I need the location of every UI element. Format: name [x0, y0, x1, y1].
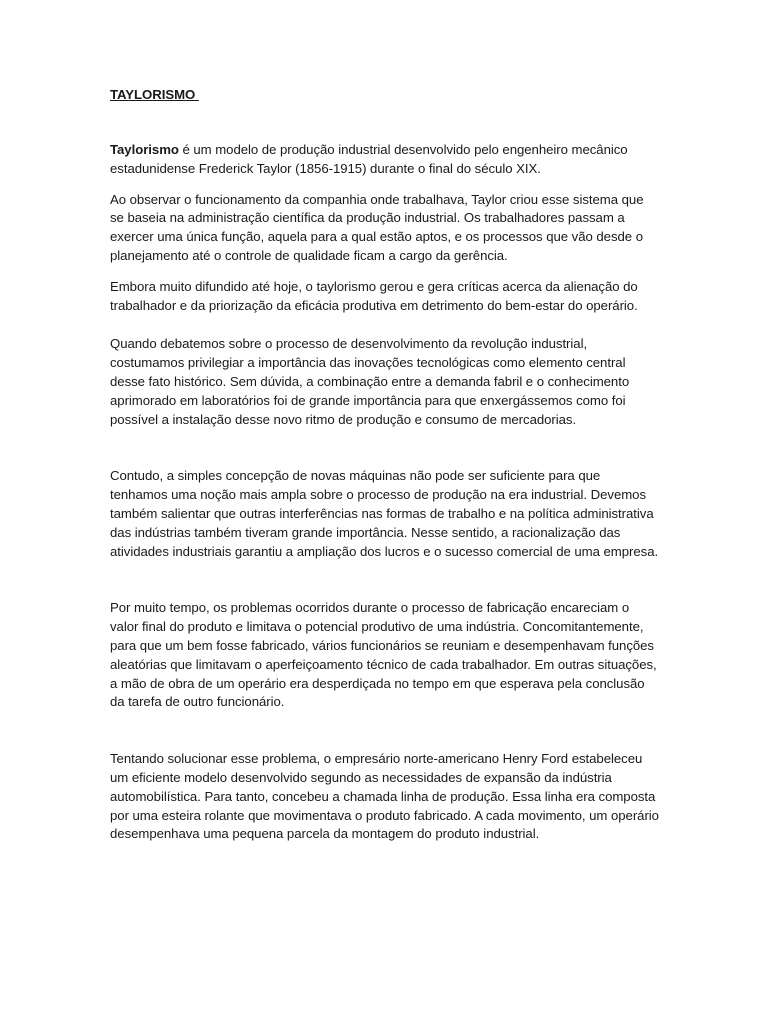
- paragraph-criticism: Embora muito difundido até hoje, o taylorismo gerou e gera críticas acerca da alienação do trabalhador e da priorização da eficácia produtiva em detrimento do bem-estar do operário.: [110, 278, 638, 313]
- paragraph-taylorismo-definition: [110, 141, 660, 179]
- paragraph-rationalization: Contudo, a simples concepção de novas máquinas não pode ser suficiente para que tenhamos uma noção mais ampla sobre o processo de produção na era industrial. Devemos também salientar que outras interferências nas formas de trabalho e na política administrativa das indústrias também tiveram grande importância. Nesse sentido, a racionalização das atividades industriais garantiu a ampliação dos lucros e o sucesso comercial de uma empresa.: [110, 468, 659, 559]
- document-body: [110, 86, 660, 844]
- paragraph-text: é um modelo de produção industrial desenvolvido pelo engenheiro mecânico estadunidense Frederick Taylor (1856-1915) durante o final do século XIX.: [110, 142, 628, 176]
- document-title: TAYLORISMO: [110, 87, 199, 102]
- paragraph-industrial-revolution: Quando debatemos sobre o processo de desenvolvimento da revolução industrial, costumamos privilegiar a importância das inovações tecnológicas como elemento central desse fato histórico. Sem dúvida, a combinação entre a demanda fabril e o conhecimento aprimorado em laboratórios foi de grande importância para que enxergássemos como foi possível a instalação desse novo ritmo de produção e consumo de mercadorias.: [110, 336, 630, 427]
- paragraph-henry-ford: Tentando solucionar esse problema, o empresário norte-americano Henry Ford estabeleceu um eficiente modelo desenvolvido segundo as necessidades de expansão da indústria automobilística. Para tanto, concebeu a chamada linha de produção. Essa linha era composta por uma esteira rolante que movimentava o produto fabricado. A cada movimento, um operário desempenhava uma pequena parcela da montagem do produto industrial.: [110, 751, 659, 842]
- paragraph-production-problems: Por muito tempo, os problemas ocorridos durante o processo de fabricação encareciam o valor final do produto e limitava o potencial produtivo de uma indústria. Concomitantemente, para que um bem fosse fabricado, vários funcionários se reuniam e desempenhavam funções aleatórias que limitavam o aperfeiçoamento técnico de cada trabalhador. Em outras situações, a mão de obra de um operário era desperdiçada no tempo em que esperava pela conclusão da tarefa de outro funcionário.: [110, 600, 657, 710]
- paragraph-taylor-observation: Ao observar o funcionamento da companhia onde trabalhava, Taylor criou esse sistema que se baseia na administração científica da produção industrial. Os trabalhadores passam a exercer uma única função, aquela para a qual estão aptos, e os processos que vão desde o planejamento até o controle de qualidade ficam a cargo da gerência.: [110, 191, 644, 263]
- paragraph-lead-term: Taylorismo: [110, 142, 179, 157]
